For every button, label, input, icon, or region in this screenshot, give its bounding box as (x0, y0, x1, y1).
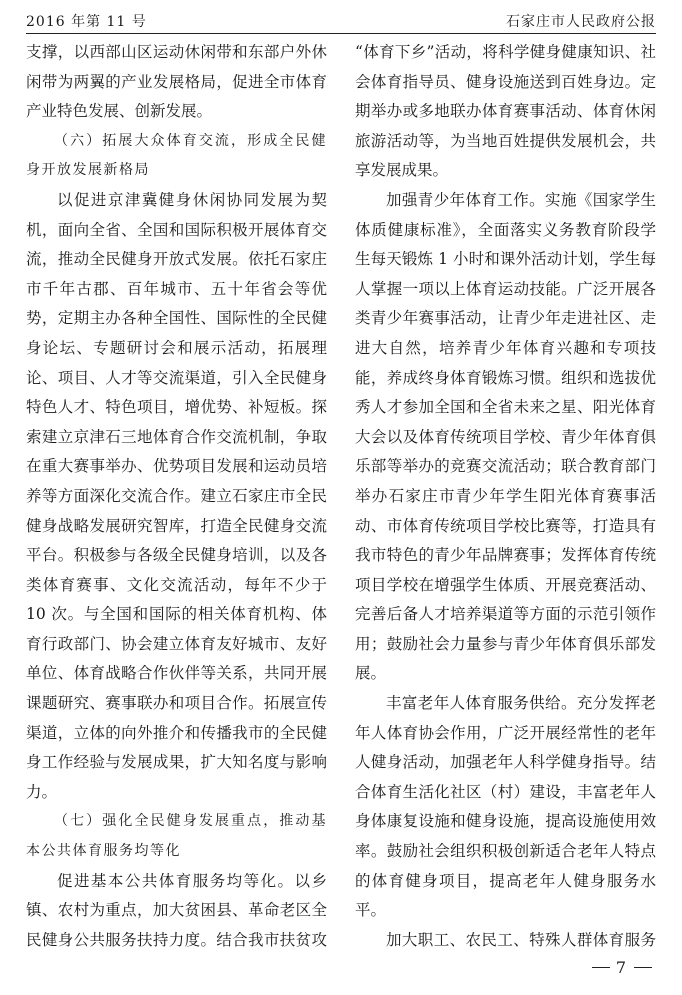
paragraph: 丰富老年人体育服务供给。充分发挥老年人体育协会作用，广泛开展经常性的老年人健身活动，加强老年人科学健身指导。结合体育生活化社区（村）建设，丰富老年人身体康复设施和健身设施，提高设施使用效率。鼓励社会组织积极创新适合老年人特点的体育健身项目，提高老年人健身服务水平。 (355, 694, 656, 920)
paragraph: “体育下乡”活动，将科学健身健康知识、社会体育指导员、健身设施送到百姓身边。定期举办或多地联办体育赛事活动、体育休闲旅游活动等，为当地百姓提供发展机会，共享发展成果。 (355, 43, 656, 180)
section-heading-6: （六）拓展大众体育交流，形成全民健身开放发展新格局 (26, 132, 327, 179)
paragraph: 加大职工、农民工、特殊人群体育服务 (386, 930, 656, 949)
paragraph: 加强青少年体育工作。实施《国家学生体质健康标准》，全面落实义务教育阶段学生每天锻炼 1 小时和课外活动计划，学生每人掌握一项以上体育运动技能。广泛开展各类青少年赛事活动，让青少年走进社区、走进大自然，培养青少年体育兴趣和专项技能，养成终身体育锻炼习惯。组织和选拔优秀人才参加全国和全省未来之星、阳光体育大会以及体育传统项目学校、青少年体育俱乐部等举办的竞赛交流活动；联合教育部门举办石家庄市青少年学生阳光体育赛事活动、市体育传统项目学校比赛等，打造具有我市特色的青少年品牌赛事；发挥体育传统项目学校在增强学生体质、开展竞赛活动、完善后备人才培养渠道等方面的示范引领作用；鼓励社会力量参与青少年体育俱乐部发展。 (355, 190, 656, 683)
header-rule (26, 33, 656, 34)
dash-left (592, 967, 610, 968)
left-column (26, 38, 327, 958)
body-columns (26, 38, 656, 958)
paragraph: 以促进京津冀健身休闲协同发展为契机，面向全省、全国和国际积极开展体育交流，推动全民健身开放式发展。依托石家庄市千年古郡、百年城市、五十年省会等优势，定期主办各种全国性、国际性的全民健身论坛、专题研讨会和展示活动，拓展理论、项目、人才等交流渠道，引入全民健身特色人才、特色项目，增优势、补短板。探索建立京津石三地体育合作交流机制，争取在重大赛事举办、优势项目发展和运动员培养等方面深化交流合作。建立石家庄市全民健身战略发展研究智库，打造全民健身交流平台。积极参与各级全民健身培训，以及各类体育赛事、文化交流活动，每年不少于 10 次。与全国和国际的相关体育机构、体育行政部门、协会建立体育友好城市、友好单位、体育战略合作伙伴等关系，共同开展课题研究、赛事联办和项目合作。拓展宣传渠道，立体的向外推介和传播我市的全民健身工作经验与发展成果，扩大知名度与影响力。 (26, 190, 327, 801)
dash-right (634, 967, 652, 968)
page-header (26, 8, 656, 34)
publication-title: 石家庄市人民政府公报 (506, 14, 656, 30)
right-column (355, 38, 656, 958)
paragraph: 支撑，以西部山区运动休闲带和东部户外休闲带为两翼的产业发展格局，促进全市体育产业特色发展、创新发展。 (26, 43, 327, 121)
section-heading-7: （七）强化全民健身发展重点，推动基本公共体育服务均等化 (26, 813, 327, 860)
paragraph: 促进基本公共体育服务均等化。以乡镇、农村为重点，加大贫困县、革命老区全民健身公共服务扶持力度。结合我市扶贫攻 (26, 871, 327, 949)
page-footer (592, 958, 652, 977)
page-number: 7 (615, 958, 628, 977)
issue-label: 2016 年第 11 号 (26, 14, 147, 30)
